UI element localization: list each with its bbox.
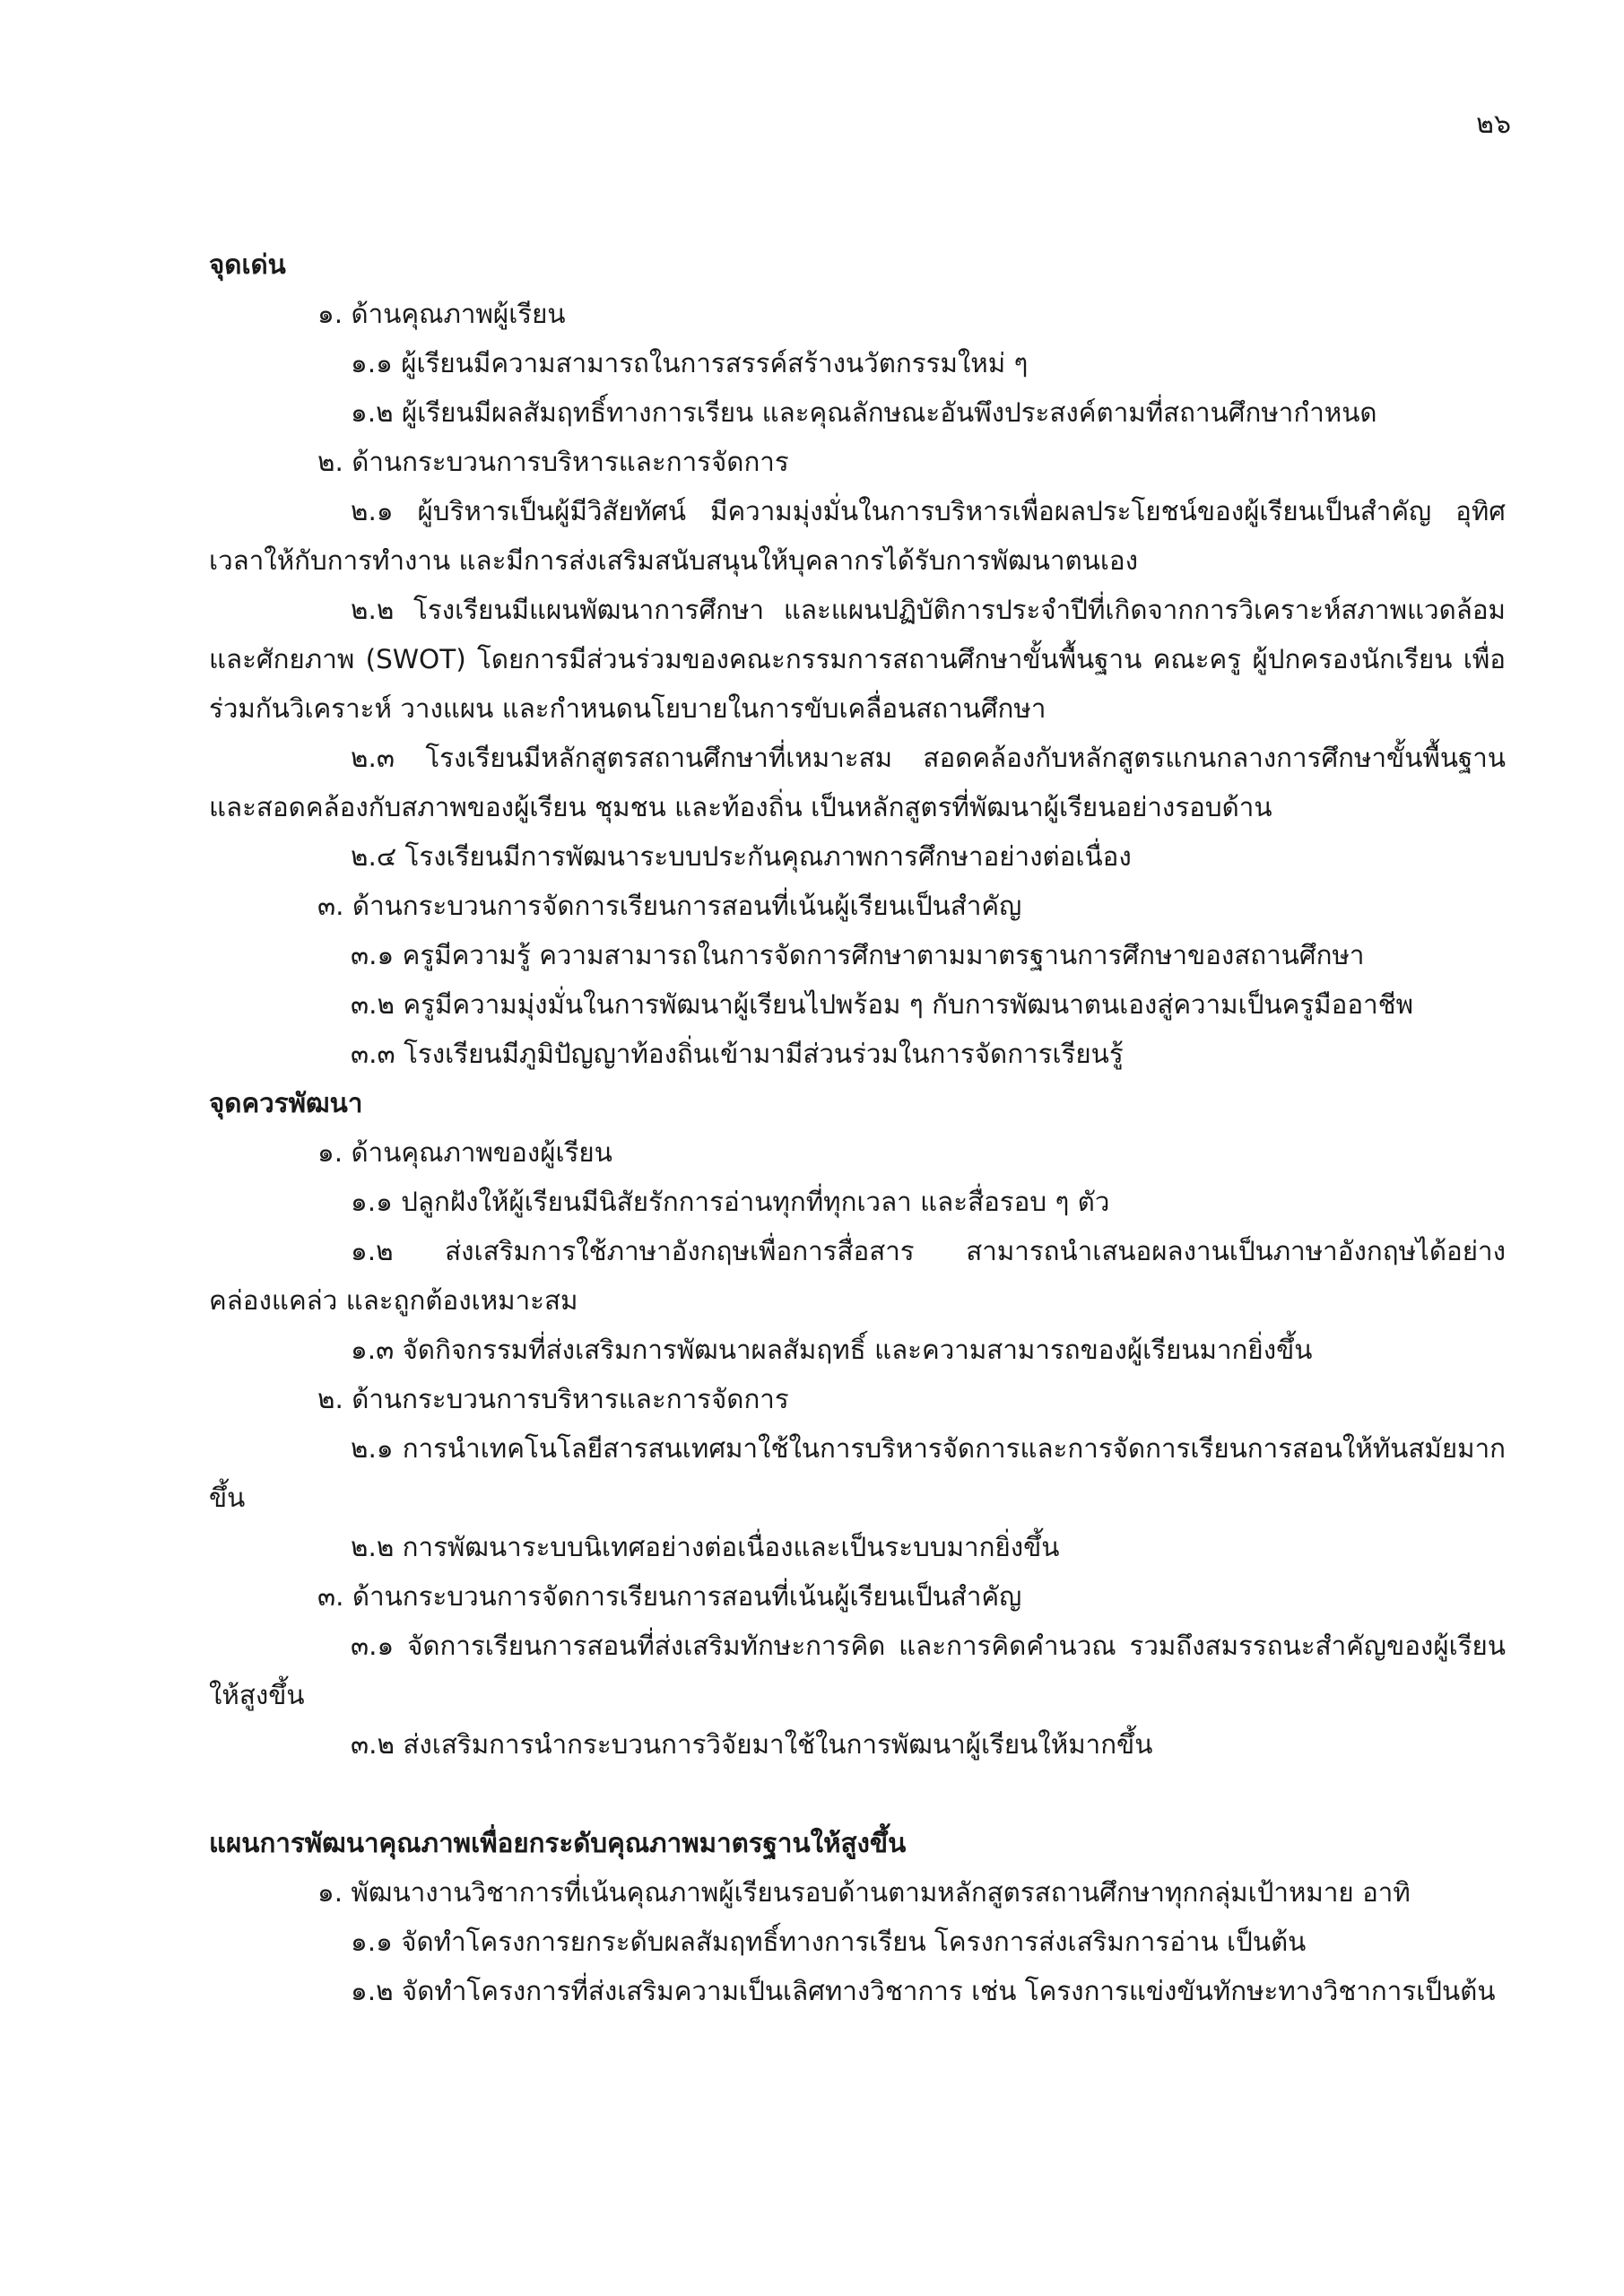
list-item: ๒.๑ การนำเทคโนโลยีสารสนเทศมาใช้ในการบริหารจัดการและการจัดการเรียนการสอนให้ทันสมัยมากขึ้น xyxy=(209,1433,1506,1513)
section-heading: ๓. ด้านกระบวนการจัดการเรียนการสอนที่เน้นผู้เรียนเป็นสำคัญ xyxy=(317,891,1022,921)
list-item: ๑.๑ ผู้เรียนมีความสามารถในการสรรค์สร้างนวัตกรรมใหม่ ๆ xyxy=(351,348,1029,378)
list-item: ๒.๒ การพัฒนาระบบนิเทศอย่างต่อเนื่องและเป็นระบบมากยิ่งขึ้น xyxy=(351,1532,1060,1562)
list-item: ๑.๑ จัดทำโครงการยกระดับผลสัมฤทธิ์ทางการเรียน โครงการส่งเสริมการอ่าน เป็นต้น xyxy=(351,1926,1307,1957)
document-body xyxy=(209,240,1506,2016)
section-heading: ๒. ด้านกระบวนการบริหารและการจัดการ xyxy=(317,447,789,477)
improvements-heading: จุดควรพัฒนา xyxy=(209,1088,363,1118)
list-item: ๑.๒ ผู้เรียนมีผลสัมฤทธิ์ทางการเรียน และคุณลักษณะอันพึงประสงค์ตามที่สถานศึกษากำหนด xyxy=(351,397,1377,428)
list-item: ๓.๓ โรงเรียนมีภูมิปัญญาท้องถิ่นเข้ามามีส่วนร่วมในการจัดการเรียนรู้ xyxy=(351,1039,1124,1069)
list-item: ๓.๒ ส่งเสริมการนำกระบวนการวิจัยมาใช้ในการพัฒนาผู้เรียนให้มากขึ้น xyxy=(351,1729,1153,1760)
section-heading: ๒. ด้านกระบวนการบริหารและการจัดการ xyxy=(317,1384,789,1414)
list-item: ๒.๑ ผู้บริหารเป็นผู้มีวิสัยทัศน์ มีความมุ่งมั่นในการบริหารเพื่อผลประโยชน์ของผู้เรียนเป็นสำคัญ อุทิศเวลาให้กับการทำงาน และมีการส่งเสริมสนับสนุนให้บุคลากรได้รับการพัฒนาตนเอง xyxy=(209,496,1506,576)
plan-heading: แผนการพัฒนาคุณภาพเพื่อยกระดับคุณภาพมาตรฐานให้สูงขึ้น xyxy=(209,1828,907,1858)
section-heading: ๑. ด้านคุณภาพผู้เรียน xyxy=(317,299,566,329)
section-heading: ๑. ด้านคุณภาพของผู้เรียน xyxy=(317,1137,612,1168)
list-item: ๑.๒ จัดทำโครงการที่ส่งเสริมความเป็นเลิศทางวิชาการ เช่น โครงการแข่งขันทักษะทางวิชาการเป็นต้น xyxy=(351,1976,1496,2006)
list-item: ๒.๔ โรงเรียนมีการพัฒนาระบบประกันคุณภาพการศึกษาอย่างต่อเนื่อง xyxy=(351,841,1132,872)
strengths-heading: จุดเด่น xyxy=(209,249,286,280)
list-item: ๒.๒ โรงเรียนมีแผนพัฒนาการศึกษา และแผนปฏิบัติการประจำปีที่เกิดจากการวิเคราะห์สภาพแวดล้อมและศักยภาพ (SWOT) โดยการมีส่วนร่วมของคณะกรรมการสถานศึกษาขั้นพื้นฐาน คณะครู ผู้ปกครองนักเรียน เพื่อร่วมกันวิเคราะห์ วางแผน และกำหนดนโยบายในการขับเคลื่อนสถานศึกษา xyxy=(209,595,1506,724)
list-item: ๒.๓ โรงเรียนมีหลักสูตรสถานศึกษาที่เหมาะสม สอดคล้องกับหลักสูตรแกนกลางการศึกษาขั้นพื้นฐาน และสอดคล้องกับสภาพของผู้เรียน ชุมชน และท้องถิ่น เป็นหลักสูตรที่พัฒนาผู้เรียนอย่างรอบด้าน xyxy=(209,743,1506,822)
page-number: ๒๖ xyxy=(1476,109,1511,140)
section-heading: ๑. พัฒนางานวิชาการที่เน้นคุณภาพผู้เรียนรอบด้านตามหลักสูตรสถานศึกษาทุกกลุ่มเป้าหมาย อาทิ xyxy=(317,1877,1411,1908)
list-item: ๑.๒ ส่งเสริมการใช้ภาษาอังกฤษเพื่อการสื่อสาร สามารถนำเสนอผลงานเป็นภาษาอังกฤษได้อย่างคล่องแคล่ว และถูกต้องเหมาะสม xyxy=(209,1236,1506,1316)
list-item: ๓.๒ ครูมีความมุ่งมั่นในการพัฒนาผู้เรียนไปพร้อม ๆ กับการพัฒนาตนเองสู่ความเป็นครูมืออาชีพ xyxy=(351,989,1414,1020)
section-spacer xyxy=(209,1770,1506,1819)
list-item: ๑.๑ ปลูกฝังให้ผู้เรียนมีนิสัยรักการอ่านทุกที่ทุกเวลา และสื่อรอบ ๆ ตัว xyxy=(351,1187,1110,1217)
list-item: ๓.๑ ครูมีความรู้ ความสามารถในการจัดการศึกษาตามมาตรฐานการศึกษาของสถานศึกษา xyxy=(351,940,1365,970)
section-heading: ๓. ด้านกระบวนการจัดการเรียนการสอนที่เน้นผู้เรียนเป็นสำคัญ xyxy=(317,1581,1022,1612)
list-item: ๑.๓ จัดกิจกรรมที่ส่งเสริมการพัฒนาผลสัมฤทธิ์ และความสามารถของผู้เรียนมากยิ่งขึ้น xyxy=(351,1335,1313,1365)
list-item: ๓.๑ จัดการเรียนการสอนที่ส่งเสริมทักษะการคิด และการคิดคำนวณ รวมถึงสมรรถนะสำคัญของผู้เรียนให้สูงขึ้น xyxy=(209,1631,1506,1710)
